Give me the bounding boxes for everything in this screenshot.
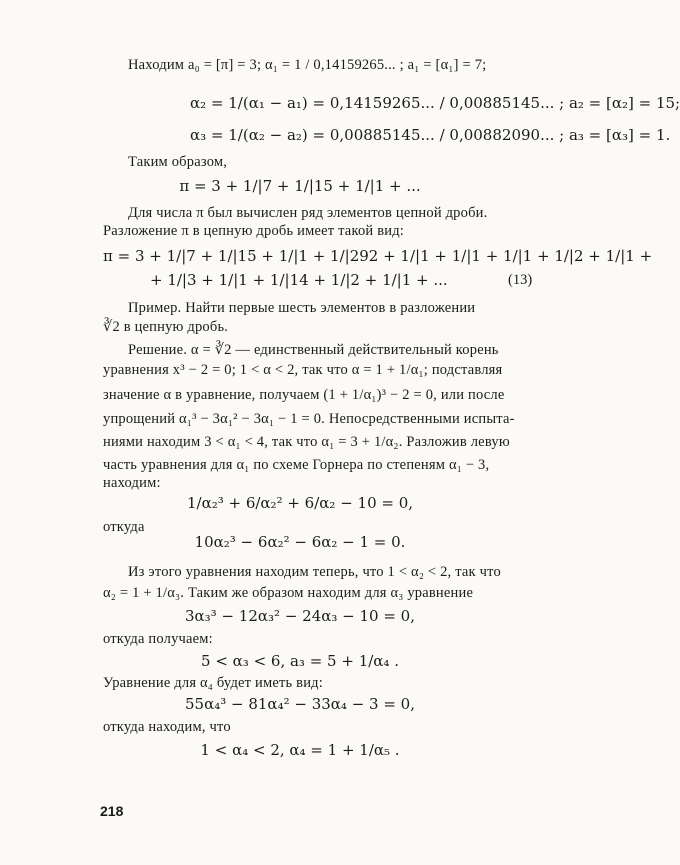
formula-alpha2: α₂ = 1/(α₁ − a₁) = 0,14159265... / 0,00885145... ; a₂ = [α₂] = 15; — [190, 94, 680, 112]
text-line-23: α₂ = 1 + 1/α₃. Таким же образом находим для α₃ уравнение — [103, 585, 474, 601]
formula-alpha4-bounds: 1 < α₄ < 2, α₄ = 1 + 1/α₅ . — [200, 741, 400, 759]
text-line-29: откуда находим, что — [103, 719, 231, 735]
text-line-25: откуда получаем: — [103, 631, 213, 647]
formula-pi-long-1: π = 3 + 1/|7 + 1/|15 + 1/|1 + 1/|292 + 1/|1 + 1/|1 + 1/|1 + 1/|2 + 1/|1 + — [103, 247, 653, 265]
text-line-16: ниями находим 3 < α₁ < 4, так что α₁ = 3 + 1/α₂. Разложив левую — [103, 434, 510, 450]
formula-horner: 1/α₂³ + 6/α₂² + 6/α₂ − 10 = 0, — [186, 494, 414, 512]
text-line-1: Находим a₀ = [π] = 3; α₁ = 1 / 0,14159265... ; a₁ = [α₁] = 7; — [128, 57, 487, 73]
text-line-4: Таким образом, — [128, 154, 228, 170]
page-number: 218 — [100, 803, 124, 819]
formula-alpha3-bounds: 5 < α₃ < 6, a₃ = 5 + 1/α₄ . — [201, 652, 399, 670]
text-line-22: Из этого уравнения находим теперь, что 1 < α₂ < 2, так что — [128, 564, 501, 580]
formula-alpha4-cubic: 55α₄³ − 81α₄² − 33α₄ − 3 = 0, — [185, 695, 415, 713]
formula-pi-short: π = 3 + 1/|7 + 1/|15 + 1/|1 + ... — [179, 177, 421, 195]
text-line-13: уравнения x³ − 2 = 0; 1 < α < 2, так что α = 1 + 1/α₁; подставляя — [103, 362, 503, 378]
text-line-11: ∛2 в цепную дробь. — [103, 319, 229, 335]
formula-alpha3-cubic: 3α₃³ − 12α₃² − 24α₃ − 10 = 0, — [185, 607, 415, 625]
example-line: Пример. Найти первые шесть элементов в разложении — [128, 300, 476, 316]
text-line-15: упрощений α₁³ − 3α₁² − 3α₁ − 1 = 0. Непосредственными испыта- — [103, 411, 515, 427]
text-line-27: Уравнение для α₄ будет иметь вид: — [103, 675, 323, 691]
text-line-18: находим: — [103, 475, 161, 491]
text-line-14: значение α в уравнение, получаем (1 + 1/α₁)³ − 2 = 0, или после — [103, 387, 505, 403]
text-line-20: откуда — [103, 519, 145, 535]
formula-alpha3: α₃ = 1/(α₂ − a₂) = 0,00885145... / 0,00882090... ; a₃ = [α₃] = 1. — [190, 126, 671, 144]
text-line-6: Для числа π был вычислен ряд элементов цепной дроби. — [128, 205, 488, 221]
text-line-17: часть уравнения для α₁ по схеме Горнера по степеням α₁ − 3, — [103, 457, 490, 473]
formula-alpha2-cubic: 10α₂³ − 6α₂² − 6α₂ − 1 = 0. — [194, 533, 406, 551]
equation-number: (13) — [508, 272, 533, 288]
solution-line: Решение. α = ∛2 — единственный действительный корень — [128, 342, 499, 358]
formula-pi-long-2: + 1/|3 + 1/|1 + 1/|14 + 1/|2 + 1/|1 + ... — [150, 271, 448, 289]
text-line-7: Разложение π в цепную дробь имеет такой вид: — [103, 223, 405, 239]
